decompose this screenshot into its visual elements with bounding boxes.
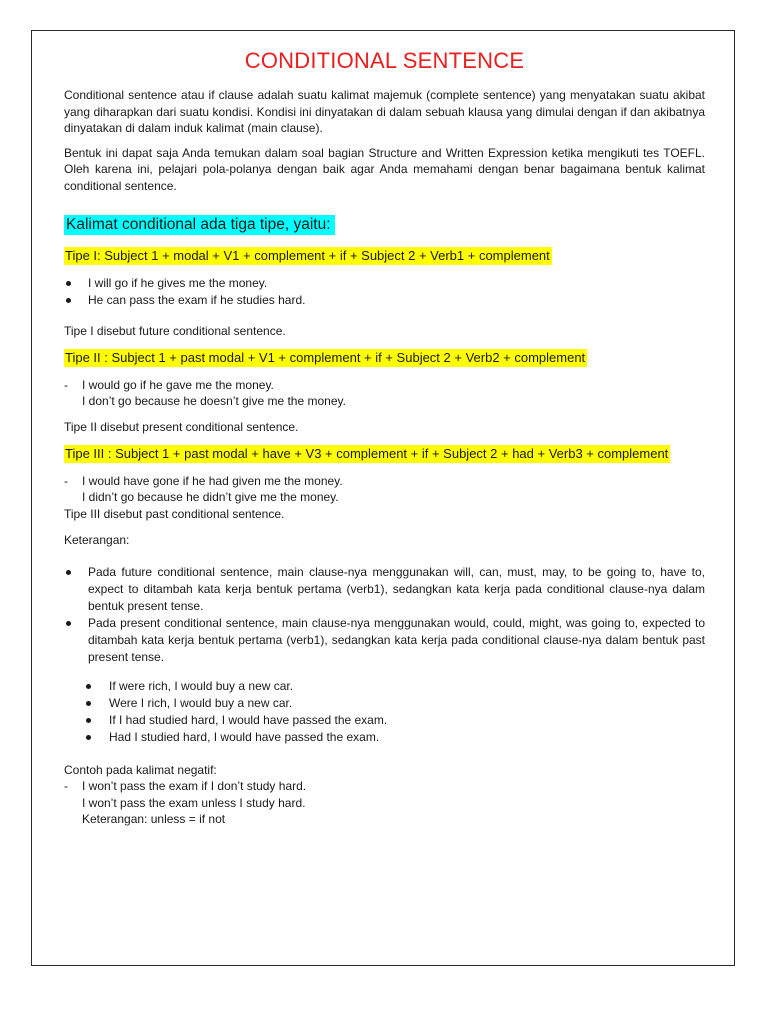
list-item: I will go if he gives me the money.	[64, 275, 705, 292]
list-item: I would have gone if he had given me the money.	[82, 473, 343, 488]
tipe3-note: Tipe III disebut past conditional sentence.	[64, 506, 285, 521]
tipe1-note-label: Tipe I	[64, 323, 94, 338]
negative-examples	[64, 778, 705, 828]
keterangan-label: Keterangan:	[64, 532, 130, 547]
dash-marker: -	[64, 779, 68, 794]
list-item: Had I studied hard, I would have passed the exam.	[64, 729, 705, 746]
keterangan-list	[64, 564, 705, 666]
types-heading: Kalimat conditional ada tiga tipe, yaitu:	[64, 215, 335, 235]
page-title: CONDITIONAL SENTENCE	[244, 48, 525, 73]
negative-label: Contoh pada kalimat negatif:	[64, 762, 217, 777]
tipe1-note	[64, 323, 705, 339]
tipe3-examples	[64, 473, 705, 506]
list-item: Pada present conditional sentence, main clause-nya menggunakan would, could, might, was going to, expected to ditambah kata kerja bentuk pertama (verb1), sedangkan kata kerja pada conditional clause-nya dalam bentuk past present tense.	[64, 615, 705, 666]
tipe2-note	[64, 419, 705, 435]
list-item: I won’t pass the exam unless I study hard.	[82, 795, 306, 810]
tipe3-formula: Tipe III : Subject 1 + past modal + have + V3 + complement + if + Subject 2 + had + Verb3 + complement	[65, 445, 669, 461]
list-item: I won’t pass the exam if I don’t study hard.	[82, 779, 307, 794]
dash-marker: -	[64, 473, 68, 488]
list-item: Pada future conditional sentence, main clause-nya menggunakan will, can, must, may, to be going to, have to, expect to ditambah kata kerja bentuk pertama (verb1), sedangkan kata kerja pada conditional clause-nya dalam bentuk present tense.	[64, 564, 705, 615]
list-item: Keterangan: unless = if not	[82, 812, 226, 827]
inverted-examples	[64, 678, 705, 746]
intro-paragraph-2: Bentuk ini dapat saja Anda temukan dalam soal bagian Structure and Written Expression ketika mengikuti tes TOEFL. Oleh karena ini, pelajari pola-polanya dengan baik agar Anda memahami dengan benar bagaimana bentuk kalimat conditional sentence.	[64, 145, 705, 193]
dash-marker: -	[64, 377, 68, 392]
list-item: If I had studied hard, I would have passed the exam.	[64, 712, 705, 729]
tipe2-note-label: Tipe II	[64, 419, 97, 434]
list-item: I would go if he gave me the money.	[82, 377, 274, 392]
list-item: Were I rich, I would buy a new car.	[64, 695, 705, 712]
document-body	[64, 48, 705, 837]
list-item: I didn’t go because he didn’t give me the money.	[82, 490, 339, 505]
tipe2-note-text: disebut present conditional sentence.	[96, 419, 299, 434]
tipe2-examples	[64, 377, 705, 410]
tipe1-formula: Tipe I: Subject 1 + modal + V1 + complement + if + Subject 2 + Verb1 + complement	[65, 247, 550, 263]
list-item: I don’t go because he doesn’t give me the money.	[82, 394, 346, 409]
tipe1-examples	[64, 275, 705, 309]
tipe2-formula: Tipe II : Subject 1 + past modal + V1 + complement + if + Subject 2 + Verb2 + complement	[65, 349, 586, 365]
list-item: If were rich, I would buy a new car.	[64, 678, 705, 695]
intro-paragraph-1: Conditional sentence atau if clause adalah suatu kalimat majemuk (complete sentence) yang menyatakan suatu akibat yang diharapkan dari suatu kondisi. Kondisi ini dinyatakan di dalam sebuah klausa yang dimulai dengan if dan akibatnya dinyatakan di dalam induk kalimat (main clause).	[64, 88, 705, 136]
list-item: He can pass the exam if he studies hard.	[64, 292, 705, 309]
tipe1-note-text: disebut future conditional sentence.	[93, 323, 286, 338]
